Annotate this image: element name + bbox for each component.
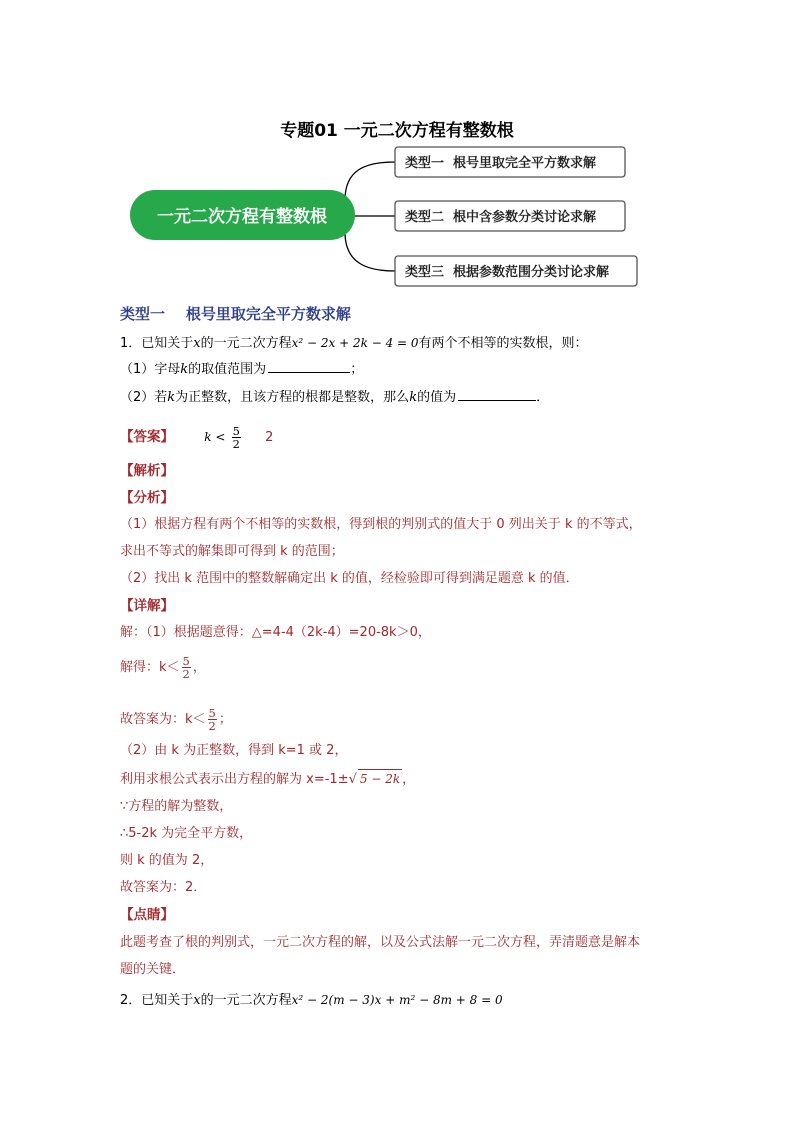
section-heading: 类型一 根号里取完全平方数求解 — [120, 305, 351, 323]
detail-line-5: 利用求根公式表示出方程的解为 x=-1±√ 5 − 2k ， — [120, 769, 415, 789]
q2-stem: 2．已知关于x的一元二次方程x² − 2(m − 3)x + m² − 8m + 8 = 0 — [120, 993, 503, 1008]
detail-line-7: ∴5-2k 为完全平方数， — [120, 826, 253, 841]
fenxi-line-2: 求出不等式的解集即可得到 k 的范围； — [120, 544, 344, 559]
mindmap-branch-1-label: 类型一 根号里取完全平方数求解 — [405, 156, 597, 171]
detail-line-1: 解：（1）根据题意得：△=4-4（2k-4）=20-8k＞0， — [120, 625, 431, 640]
detail-fraction-1: $\frac{5}{2}$ — [182, 654, 190, 681]
answer-blank-1 — [268, 360, 350, 373]
fenxi-line-1: （1）根据方程有两个不相等的实数根，得到根的判别式的值大于 0 列出关于 k 的不等式， — [120, 517, 642, 532]
analysis-tag: 【解析】 — [120, 463, 174, 479]
q1-part1: （1）字母k的取值范围为 ； — [120, 362, 364, 377]
detail-line-3: 故答案为：k＜ $\frac{5}{2}$ ； — [120, 706, 232, 733]
mind-map — [0, 0, 794, 300]
q1-stem: 1．已知关于x的一元二次方程x² − 2x + 2k − 4 = 0有两个不相等的实数根，则： — [120, 336, 588, 351]
detail-line-2: 解得：k＜ $\frac{5}{2}$ ， — [120, 654, 206, 681]
mindmap-branch-3-label: 类型三 根据参数范围分类讨论求解 — [405, 265, 610, 280]
answer-blank-2 — [458, 388, 536, 401]
detail-line-9: 故答案为：2． — [120, 880, 207, 895]
mindmap-center-label: 一元二次方程有整数根 — [157, 207, 327, 227]
mindmap-branch-2-label: 类型二 根中含参数分类讨论求解 — [405, 210, 597, 225]
detail-line-6: ∵方程的解为整数， — [120, 799, 233, 814]
detail-tag: 【详解】 — [120, 598, 174, 614]
answer-fraction: $\frac{5}{2}$ — [232, 424, 240, 451]
comment-line-2: 题的关键． — [120, 962, 186, 977]
detail-line-8: 则 k 的值为 2， — [120, 853, 214, 868]
connector-bottom — [345, 232, 395, 271]
comment-line-1: 此题考查了根的判别式，一元二次方程的解，以及公式法解一元二次方程，弄清题意是解本 — [120, 935, 641, 950]
sqrt-expression: 5 − 2k — [358, 769, 402, 788]
page-title: 专题01 一元二次方程有整数根 — [280, 121, 514, 141]
answer-row: 【答案】 k < $\frac{5}{2}$ 2 — [120, 424, 274, 451]
detail-line-4: （2）由 k 为正整数，得到 k=1 或 2， — [120, 743, 348, 758]
detail-fraction-2: $\frac{5}{2}$ — [208, 706, 216, 733]
fenxi-tag: 【分析】 — [120, 490, 174, 506]
q1-part2: （2）若k为正整数，且该方程的根都是整数，那么k的值为 ． — [120, 390, 550, 405]
connector-top — [345, 162, 395, 200]
fenxi-line-3: （2）找出 k 范围中的整数解确定出 k 的值，经检验即可得到满足题意 k 的值． — [120, 571, 579, 586]
comment-tag: 【点睛】 — [120, 907, 174, 923]
